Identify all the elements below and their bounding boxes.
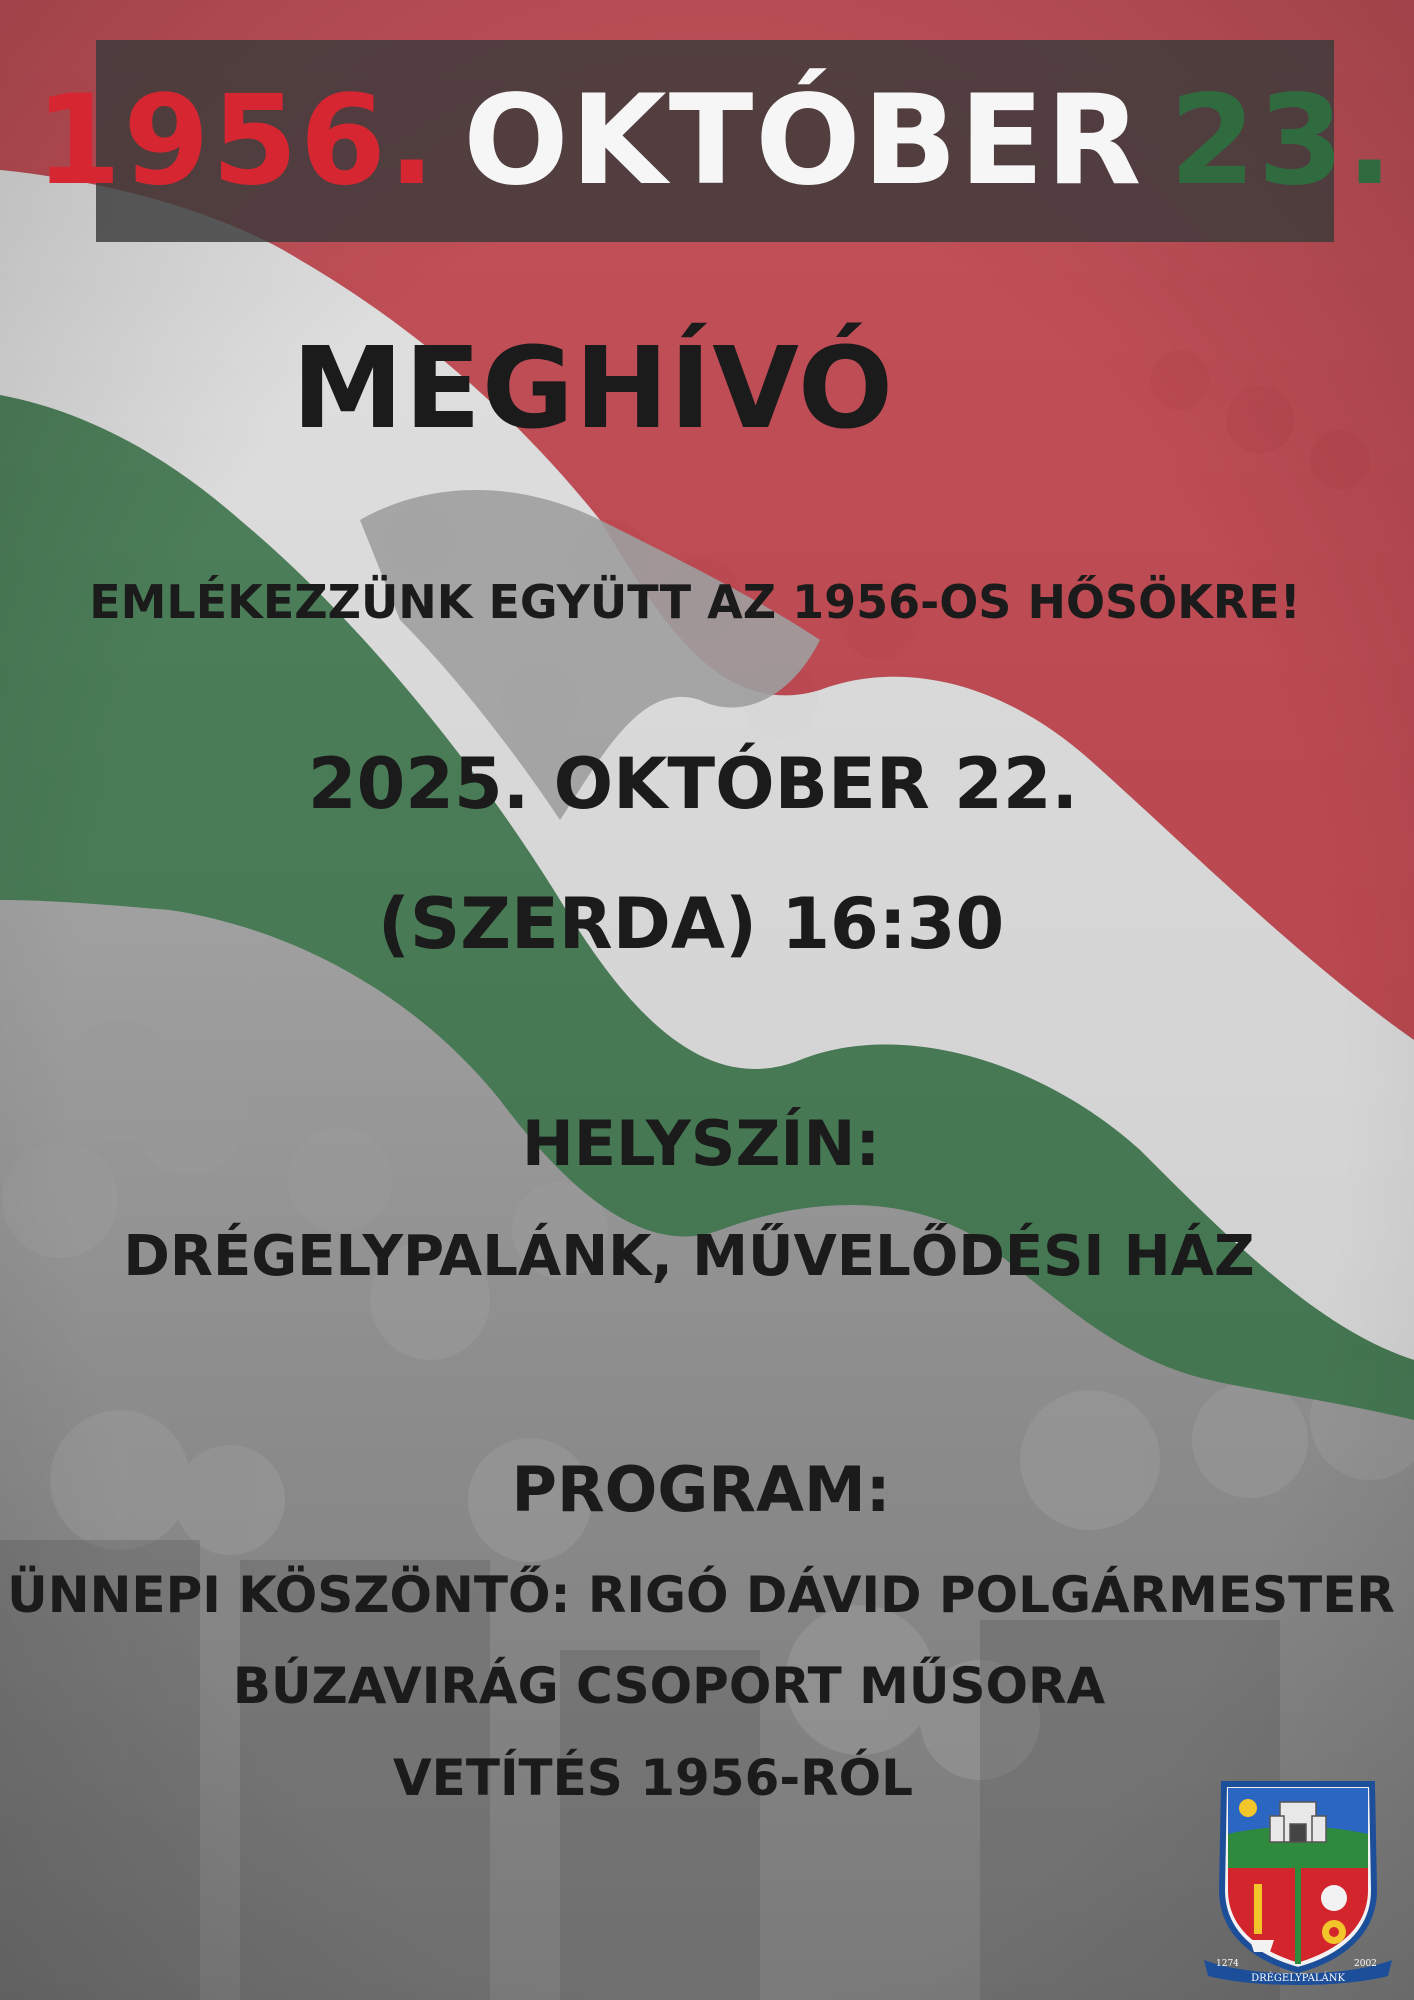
program-item: BÚZAVIRÁG CSOPORT MŰSORA bbox=[232, 1657, 1106, 1715]
program-item: VETÍTÉS 1956-RÓL bbox=[392, 1749, 914, 1807]
invitation-heading: MEGHÍVÓ bbox=[291, 324, 895, 454]
title-day: 23. bbox=[1169, 69, 1396, 213]
title-month: OKTÓBER bbox=[463, 69, 1144, 213]
title-banner bbox=[34, 40, 1396, 242]
municipal-coat-of-arms-logo bbox=[1202, 1772, 1394, 1988]
program-item: ÜNNEPI KÖSZÖNTŐ: RIGÓ DÁVID POLGÁRMESTER bbox=[7, 1566, 1395, 1624]
venue-label: HELYSZÍN: bbox=[521, 1107, 881, 1180]
event-date: 2025. OKTÓBER 22. bbox=[307, 743, 1079, 825]
title-year: 1956. bbox=[34, 69, 438, 213]
crest-year-left: 1274 bbox=[1216, 1959, 1239, 1969]
crest-year-right: 2002 bbox=[1354, 1959, 1377, 1969]
tagline: EMLÉKEZZÜNK EGYÜTT AZ 1956-OS HŐSÖKRE! bbox=[89, 575, 1301, 629]
crest-town-name: DRÉGELYPALÁNK bbox=[1251, 1973, 1345, 1984]
event-time: (SZERDA) 16:30 bbox=[377, 883, 1005, 965]
program-label: PROGRAM: bbox=[511, 1453, 891, 1526]
venue-place: DRÉGELYPALÁNK, MŰVELŐDÉSI HÁZ bbox=[123, 1224, 1255, 1289]
